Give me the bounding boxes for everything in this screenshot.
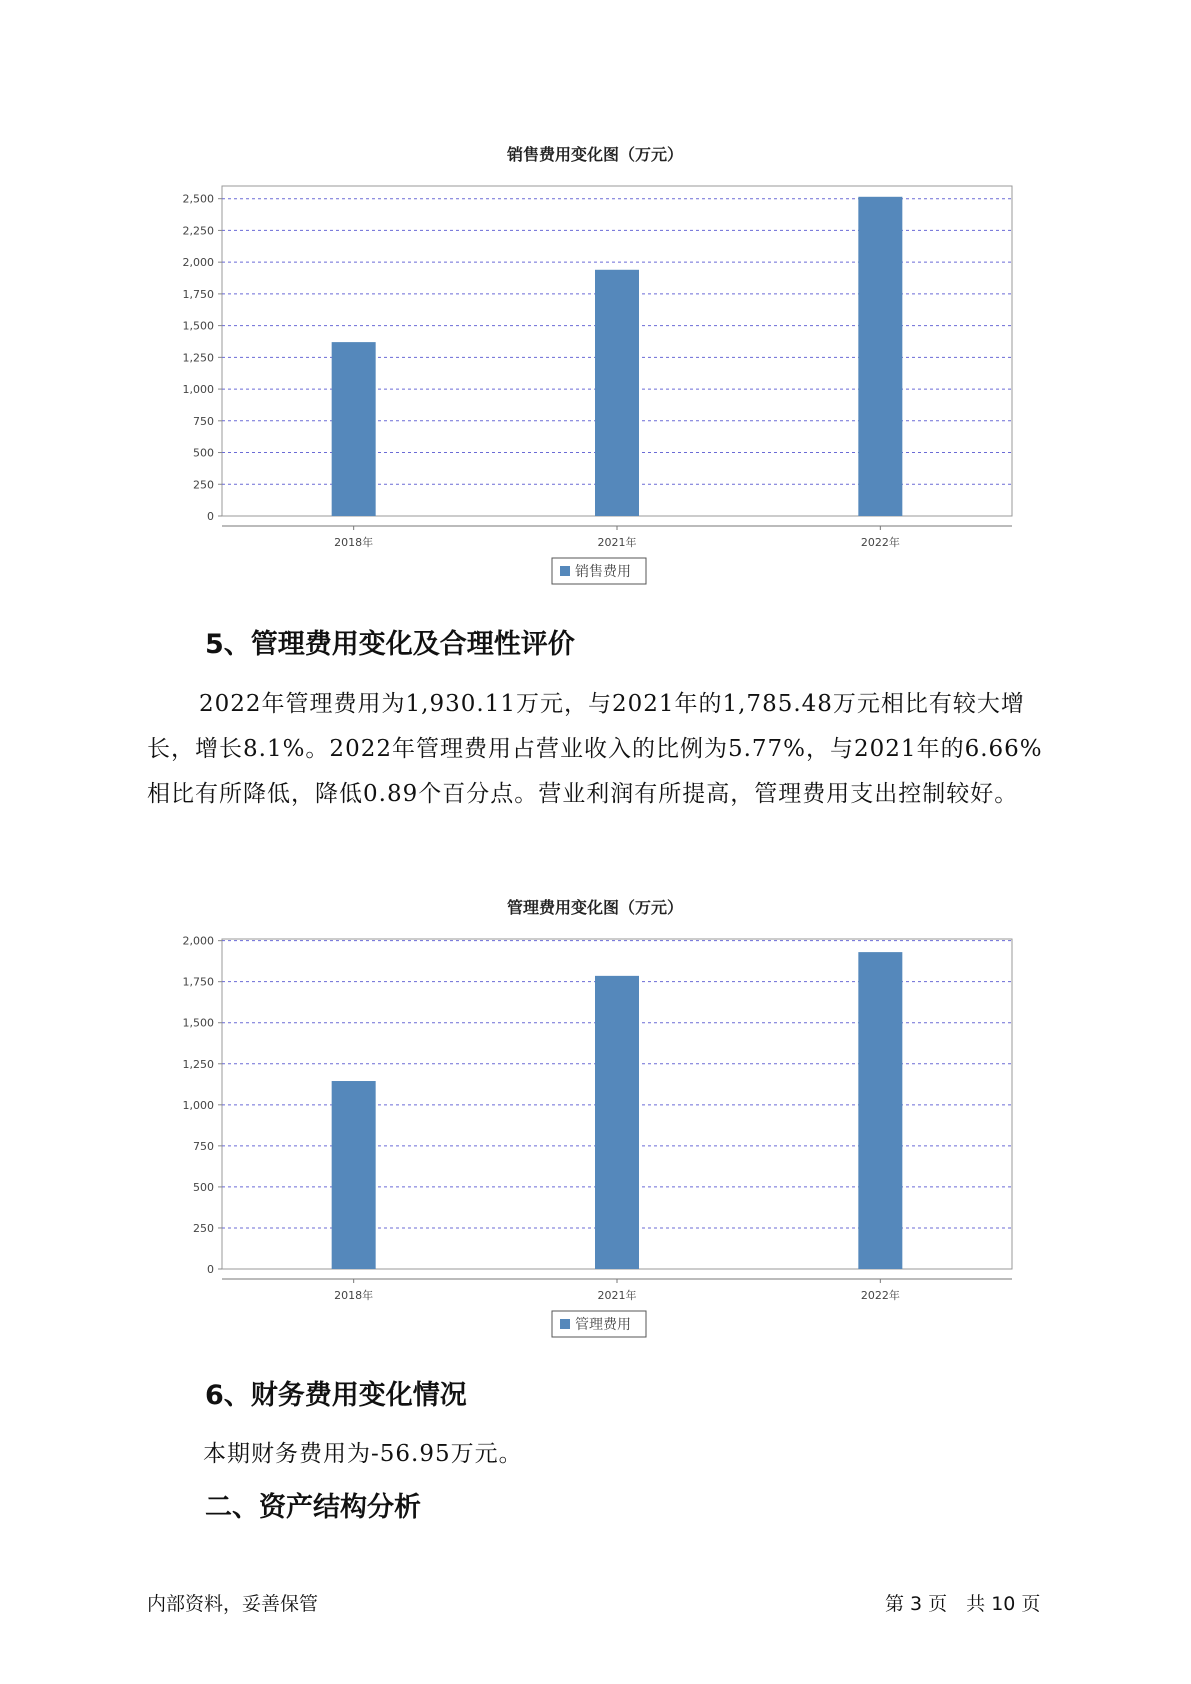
bar-2022年: [858, 952, 902, 1269]
y-tick-label: 1,000: [182, 383, 214, 397]
footer-page-number: 第 3 页 共 10 页: [885, 1593, 1041, 1615]
section5-paragraph: 2022年管理费用为1,930.11万元，与2021年的1,785.48万元相比有较大增长，增长8.1%。2022年管理费用占营业收入的比例为5.77%，与2021年的6.66%相比有所降低，降低0.89个百分点。营业利润有所提高，管理费用支出控制较好。: [147, 691, 1043, 807]
x-tick-label: 2021年: [597, 536, 637, 549]
y-tick-label: 0: [207, 1263, 214, 1276]
chart-title: 管理费用变化图（万元）: [506, 898, 684, 917]
bar-2021年: [595, 270, 639, 516]
section5-heading: 5、管理费用变化及合理性评价: [205, 629, 575, 660]
bar-2022年: [858, 197, 902, 516]
sales-expense-chart: [0, 130, 1191, 590]
x-tick-label: 2022年: [860, 536, 900, 549]
chart-legend: [552, 1311, 646, 1337]
y-tick-label: 750: [193, 1139, 214, 1153]
section6-paragraph: 本期财务费用为-56.95万元。: [203, 1441, 523, 1467]
bar-2018年: [332, 342, 376, 516]
y-tick-label: 0: [207, 510, 214, 523]
admin-expense-chart: [0, 883, 1191, 1343]
asset-structure-heading: 二、资产结构分析: [205, 1492, 421, 1523]
y-tick-label: 250: [193, 1221, 214, 1235]
y-tick-label: 2,000: [182, 256, 214, 270]
y-tick-label: 1,250: [182, 1057, 214, 1071]
y-tick-label: 750: [193, 414, 214, 428]
footer-confidential-note: 内部资料，妥善保管: [147, 1593, 319, 1615]
chart-legend: [552, 558, 646, 584]
y-tick-label: 1,500: [182, 319, 214, 333]
x-tick-label: 2018年: [334, 1289, 374, 1302]
y-tick-label: 1,750: [182, 975, 214, 989]
y-tick-label: 2,000: [182, 934, 214, 948]
legend-label: 管理费用: [575, 1317, 631, 1333]
y-tick-label: 500: [193, 446, 214, 460]
x-tick-label: 2022年: [860, 1289, 900, 1302]
chart-title: 销售费用变化图（万元）: [506, 145, 684, 164]
x-tick-label: 2018年: [334, 536, 374, 549]
y-tick-label: 1,250: [182, 351, 214, 365]
bar-2021年: [595, 976, 639, 1269]
y-tick-label: 1,750: [182, 287, 214, 301]
bar-2018年: [332, 1081, 376, 1269]
y-tick-label: 1,000: [182, 1098, 214, 1112]
admin-expense-chart-svg: [0, 883, 1191, 1343]
sales-expense-chart-svg: [0, 130, 1191, 590]
y-tick-label: 1,500: [182, 1016, 214, 1030]
legend-swatch: [560, 1319, 570, 1329]
legend-swatch: [560, 566, 570, 576]
y-tick-label: 2,250: [182, 224, 214, 238]
y-tick-label: 2,500: [182, 192, 214, 206]
y-tick-label: 250: [193, 478, 214, 492]
legend-label: 销售费用: [575, 564, 631, 580]
y-tick-label: 500: [193, 1180, 214, 1194]
x-tick-label: 2021年: [597, 1289, 637, 1302]
section6-heading: 6、财务费用变化情况: [205, 1380, 467, 1411]
